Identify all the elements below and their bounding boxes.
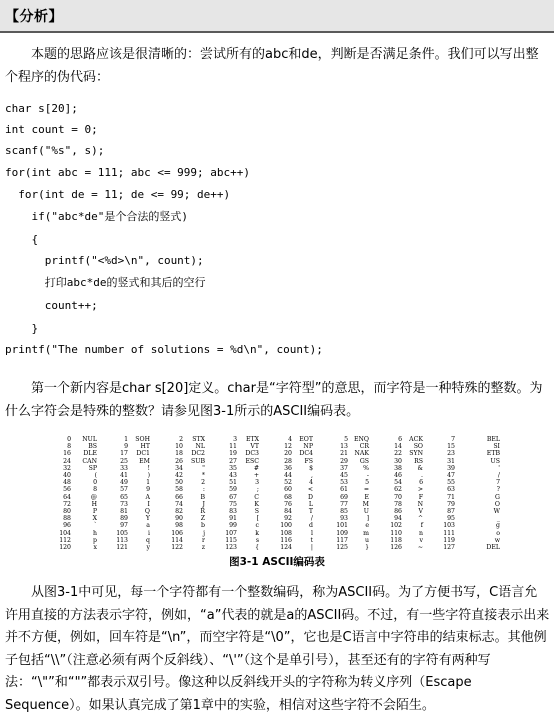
ascii-code: 43 bbox=[229, 472, 237, 479]
ascii-code: 65 bbox=[120, 493, 128, 501]
ascii-char: NAK bbox=[354, 450, 369, 458]
figure-caption: 图3-1 ASCII编码表 bbox=[229, 556, 325, 568]
ascii-char: @ bbox=[90, 493, 97, 501]
ascii-code: 97 bbox=[120, 522, 128, 530]
ascii-char: NL bbox=[195, 443, 205, 451]
ascii-char: ( bbox=[94, 472, 97, 479]
code-line: count++; bbox=[5, 299, 98, 312]
ascii-code: 60 bbox=[284, 486, 292, 494]
ascii-code: 77 bbox=[340, 500, 348, 508]
ascii-char: A bbox=[145, 493, 150, 501]
ascii-code: 30 bbox=[394, 457, 402, 465]
ascii-code: 114 bbox=[171, 536, 183, 544]
ascii-code: 69 bbox=[340, 493, 348, 501]
ascii-code: 78 bbox=[394, 500, 402, 508]
ascii-code: 32 bbox=[63, 464, 71, 472]
ascii-char: s bbox=[255, 536, 259, 544]
ascii-char: q bbox=[146, 536, 150, 544]
ascii-char: % bbox=[363, 464, 369, 472]
ascii-char: EOT bbox=[299, 436, 313, 443]
ascii-code: 17 bbox=[120, 450, 128, 458]
ascii-char: a bbox=[146, 522, 150, 530]
ascii-char: N bbox=[417, 500, 423, 508]
ascii-char: i bbox=[148, 529, 150, 537]
ascii-code: 15 bbox=[447, 443, 455, 451]
ascii-code: 42 bbox=[175, 472, 183, 479]
ascii-code: 87 bbox=[447, 508, 455, 515]
ascii-code: 72 bbox=[63, 500, 71, 508]
ascii-char: : bbox=[202, 486, 205, 494]
ascii-code: 44 bbox=[284, 472, 292, 479]
ascii-char: STX bbox=[192, 436, 205, 443]
ascii-code: 52 bbox=[284, 479, 292, 487]
char-paragraph: 第一个新内容是char s[20]定义。char是“字符型”的意思，而字符是一种特殊的整数。为什么字符会是特殊的整数？请参见图3-1所示的ASCII编码表。 bbox=[5, 381, 543, 419]
ascii-char: ` bbox=[93, 522, 97, 530]
ascii-code: 28 bbox=[284, 457, 292, 465]
ascii-char: HT bbox=[140, 443, 150, 451]
ascii-char: 3 bbox=[255, 479, 259, 487]
ascii-char: j bbox=[203, 529, 205, 537]
ascii-char: | bbox=[310, 544, 313, 551]
ascii-code: 41 bbox=[120, 472, 128, 479]
ascii-char: US bbox=[490, 457, 500, 465]
code-line: } bbox=[5, 322, 39, 335]
ascii-code: 121 bbox=[116, 544, 128, 551]
ascii-code: 18 bbox=[175, 450, 183, 458]
ascii-code: 82 bbox=[175, 508, 183, 515]
ascii-code: 14 bbox=[394, 443, 402, 451]
ascii-code: 47 bbox=[447, 472, 455, 479]
ascii-code: 99 bbox=[229, 522, 237, 530]
ascii-code: 120 bbox=[59, 544, 71, 551]
ascii-code: 79 bbox=[447, 500, 455, 508]
ascii-char: ] bbox=[366, 515, 369, 523]
ascii-char: = bbox=[363, 486, 369, 494]
ascii-code: 33 bbox=[120, 464, 128, 472]
ascii-char: ^ bbox=[417, 515, 423, 523]
ascii-char: ACK bbox=[409, 436, 423, 443]
ascii-char: ! bbox=[147, 464, 150, 472]
ascii-char: VT bbox=[250, 443, 259, 451]
ascii-char: SP bbox=[88, 464, 97, 472]
ascii-char: RS bbox=[414, 457, 423, 465]
ascii-code: 85 bbox=[340, 508, 348, 515]
ascii-code: 54 bbox=[394, 479, 402, 487]
code-line: int count = 0; bbox=[5, 123, 98, 136]
ascii-code: 123 bbox=[225, 544, 237, 551]
ascii-code: 125 bbox=[336, 544, 348, 551]
ascii-code: 126 bbox=[390, 544, 402, 551]
ascii-char: W bbox=[493, 508, 500, 515]
ascii-code: 55 bbox=[447, 479, 455, 487]
ascii-char: M bbox=[362, 500, 369, 508]
ascii-char: d bbox=[309, 522, 313, 530]
ascii-char: NP bbox=[303, 443, 313, 451]
ascii-code: 19 bbox=[229, 450, 237, 458]
ascii-code: 110 bbox=[390, 529, 402, 537]
ascii-char: ESC bbox=[245, 457, 259, 465]
ascii-code: 118 bbox=[390, 536, 402, 544]
ascii-code: 67 bbox=[229, 493, 237, 501]
ascii-char: - bbox=[366, 472, 369, 479]
ascii-code: 83 bbox=[229, 508, 237, 515]
ascii-code: 40 bbox=[63, 472, 71, 479]
ascii-char: ETX bbox=[245, 436, 259, 443]
ascii-char: SYN bbox=[409, 450, 423, 458]
ascii-char: < bbox=[307, 486, 313, 494]
ascii-char: Q bbox=[144, 508, 150, 515]
ascii-code: 31 bbox=[447, 457, 455, 465]
ascii-code: 11 bbox=[229, 443, 237, 451]
ascii-code: 73 bbox=[120, 500, 128, 508]
ascii-code: 64 bbox=[63, 493, 71, 501]
ascii-code: 104 bbox=[59, 529, 71, 537]
ascii-code: 29 bbox=[340, 457, 348, 465]
ascii-char: B bbox=[200, 493, 205, 501]
ascii-code: 61 bbox=[340, 486, 348, 494]
ascii-code: 92 bbox=[284, 515, 292, 523]
ascii-char: DLE bbox=[83, 450, 97, 458]
ascii-char: ETB bbox=[486, 450, 500, 458]
ascii-code: 103 bbox=[443, 522, 455, 530]
ascii-code: 34 bbox=[175, 464, 183, 472]
ascii-char: & bbox=[417, 464, 423, 472]
ascii-code: 56 bbox=[63, 486, 71, 494]
ascii-code: 3 bbox=[233, 436, 237, 443]
ascii-code: 81 bbox=[120, 508, 128, 515]
ascii-char: $ bbox=[309, 464, 313, 472]
ascii-code: 0 bbox=[67, 436, 71, 443]
ascii-code: 38 bbox=[394, 464, 402, 472]
ascii-char: g bbox=[496, 522, 500, 530]
ascii-code: 22 bbox=[394, 450, 402, 458]
ascii-code: 46 bbox=[394, 472, 402, 479]
ascii-char: b bbox=[201, 522, 205, 530]
ascii-code: 127 bbox=[443, 544, 455, 551]
code-line: if("abc*de"是个合法的竖式) bbox=[5, 210, 188, 223]
ascii-char: SI bbox=[493, 443, 500, 451]
ascii-char: T bbox=[308, 508, 313, 515]
section-title: 【分析】 bbox=[5, 9, 63, 25]
header-divider bbox=[0, 31, 554, 33]
ascii-code: 109 bbox=[336, 529, 348, 537]
ascii-code: 16 bbox=[63, 450, 71, 458]
ascii-code: 62 bbox=[394, 486, 402, 494]
ascii-code: 50 bbox=[175, 479, 183, 487]
ascii-char: ENQ bbox=[353, 436, 369, 443]
ascii-char: { bbox=[255, 544, 259, 551]
ascii-code: 102 bbox=[390, 522, 402, 530]
ascii-char: h bbox=[93, 529, 97, 537]
ascii-char: O bbox=[494, 500, 500, 508]
ascii-char: " bbox=[202, 464, 205, 472]
ascii-code: 2 bbox=[179, 436, 183, 443]
ascii-code: 36 bbox=[284, 464, 292, 472]
ascii-char: ~ bbox=[417, 544, 423, 551]
ascii-code: 23 bbox=[447, 450, 455, 458]
ascii-char: GS bbox=[359, 457, 369, 465]
ascii-code: 21 bbox=[340, 450, 348, 458]
ascii-char: ) bbox=[147, 472, 150, 479]
section-header bbox=[0, 0, 554, 31]
ascii-char: > bbox=[417, 486, 423, 494]
ascii-char: + bbox=[253, 472, 259, 479]
ascii-code: 71 bbox=[447, 493, 455, 501]
ascii-char: o bbox=[496, 529, 500, 537]
ascii-code: 37 bbox=[340, 464, 348, 472]
ascii-code: 80 bbox=[63, 508, 71, 515]
ascii-code: 117 bbox=[336, 536, 348, 544]
ascii-code: 115 bbox=[225, 536, 237, 544]
ascii-code: 111 bbox=[443, 529, 455, 537]
ascii-char: CAN bbox=[82, 457, 97, 465]
ascii-char: y bbox=[146, 544, 150, 551]
ascii-code: 58 bbox=[175, 486, 183, 494]
ascii-char: w bbox=[494, 536, 500, 544]
code-line: char s[20]; bbox=[5, 102, 78, 115]
ascii-char: k bbox=[255, 529, 259, 537]
ascii-char: R bbox=[200, 508, 205, 515]
ascii-char: DEL bbox=[486, 544, 500, 551]
ascii-char: / bbox=[497, 472, 500, 479]
ascii-code: 94 bbox=[394, 515, 402, 523]
ascii-code: 4 bbox=[288, 436, 292, 443]
ascii-code: 95 bbox=[447, 515, 455, 523]
ascii-char: 0 bbox=[93, 479, 97, 487]
ascii-char: X bbox=[92, 515, 97, 523]
ascii-code: 106 bbox=[171, 529, 183, 537]
ascii-char: x bbox=[93, 544, 97, 551]
ascii-code: 74 bbox=[175, 500, 183, 508]
ascii-char: } bbox=[365, 544, 369, 551]
ascii-code: 48 bbox=[63, 479, 71, 487]
ascii-code: 49 bbox=[120, 479, 128, 487]
ascii-char: V bbox=[418, 508, 423, 515]
ascii-code: 12 bbox=[284, 443, 292, 451]
ascii-code: 53 bbox=[340, 479, 348, 487]
ascii-char: ; bbox=[256, 486, 259, 494]
ascii-char: F bbox=[418, 493, 423, 501]
ascii-char: S bbox=[254, 508, 259, 515]
ascii-char: CR bbox=[359, 443, 369, 451]
ascii-char: [ bbox=[256, 515, 259, 523]
ascii-char: 1 bbox=[146, 479, 150, 487]
ascii-char: 4 bbox=[309, 479, 313, 487]
ascii-code: 93 bbox=[340, 515, 348, 523]
ascii-code: 7 bbox=[451, 436, 455, 443]
ascii-code: 86 bbox=[394, 508, 402, 515]
ascii-char: 2 bbox=[201, 479, 205, 487]
ascii-code: 124 bbox=[280, 544, 292, 551]
ascii-char: v bbox=[419, 536, 423, 544]
ascii-char: I bbox=[147, 500, 150, 508]
ascii-code: 112 bbox=[59, 536, 71, 544]
escape-paragraph: 从图3-1中可见，每一个字符都有一个整数编码，称为ASCII码。为了方便书写，C语言允许用直接的方法表示字符，例如，“a”代表的就是a的ASCII码。不过，有一些字符直接表示出来并不方便，例如，回车符是“\n”，而空字符是“\0”，它也是C语言中字符串的结束标志。其他例子包括“\\”（注意必须有两个反斜线）、“\'”（这个是单引号），甚至还有的字符有两种写法：“\"”和“"”都表示双引号。像这种以反斜线开头的字符称为转义序列（Escape Sequence）。如果认真完成了第1章中的实验，相信对这些字符不会陌生。 bbox=[5, 585, 550, 713]
ascii-char: SO bbox=[413, 443, 423, 451]
code-line: 打印abc*de的竖式和其后的空行 bbox=[5, 276, 206, 289]
ascii-char: e bbox=[365, 522, 369, 530]
ascii-char: 6 bbox=[419, 479, 423, 487]
ascii-char: _ bbox=[496, 515, 500, 523]
ascii-code: 5 bbox=[344, 436, 348, 443]
ascii-code: 116 bbox=[280, 536, 292, 544]
ascii-code: 6 bbox=[398, 436, 402, 443]
ascii-row bbox=[55, 543, 515, 553]
ascii-char: 5 bbox=[365, 479, 369, 487]
ascii-char: c bbox=[255, 522, 259, 530]
ascii-char: DC4 bbox=[299, 450, 313, 458]
ascii-char: DC3 bbox=[245, 450, 259, 458]
ascii-char: Y bbox=[145, 515, 150, 523]
ascii-char: J bbox=[202, 500, 205, 508]
code-line: for(int de = 11; de <= 99; de++) bbox=[5, 188, 231, 201]
ascii-code: 27 bbox=[229, 457, 237, 465]
ascii-char: 9 bbox=[146, 486, 150, 494]
ascii-char: H bbox=[91, 500, 97, 508]
ascii-char: / bbox=[310, 515, 313, 523]
ascii-code: 57 bbox=[120, 486, 128, 494]
code-line: for(int abc = 111; abc <= 999; abc++) bbox=[5, 166, 251, 179]
ascii-char: BEL bbox=[486, 436, 500, 443]
ascii-code: 100 bbox=[280, 522, 292, 530]
ascii-code: 39 bbox=[447, 464, 455, 472]
ascii-code: 101 bbox=[336, 522, 348, 530]
ascii-code: 70 bbox=[394, 493, 402, 501]
ascii-char: P bbox=[92, 508, 97, 515]
ascii-char: DC1 bbox=[136, 450, 150, 458]
code-line: scanf("%s", s); bbox=[5, 144, 105, 157]
ascii-char: G bbox=[495, 493, 500, 501]
ascii-char: DC2 bbox=[191, 450, 205, 458]
ascii-char: NUL bbox=[82, 436, 97, 443]
ascii-code: 1 bbox=[124, 436, 128, 443]
ascii-code: 25 bbox=[120, 457, 128, 465]
ascii-char: 8 bbox=[93, 486, 97, 494]
ascii-char: , bbox=[311, 472, 313, 479]
ascii-char: u bbox=[365, 536, 369, 544]
ascii-code: 35 bbox=[229, 464, 237, 472]
ascii-char: n bbox=[419, 529, 423, 537]
ascii-code: 90 bbox=[175, 515, 183, 523]
ascii-code: 89 bbox=[120, 515, 128, 523]
ascii-code: 122 bbox=[171, 544, 183, 551]
ascii-char: SOH bbox=[135, 436, 150, 443]
ascii-code: 13 bbox=[340, 443, 348, 451]
ascii-char: D bbox=[308, 493, 313, 501]
ascii-code: 108 bbox=[280, 529, 292, 537]
ascii-char: 7 bbox=[496, 479, 500, 487]
ascii-char: m bbox=[363, 529, 369, 537]
ascii-char: ? bbox=[496, 486, 500, 494]
ascii-char: BS bbox=[88, 443, 97, 451]
ascii-code: 113 bbox=[116, 536, 128, 544]
code-line: printf("<%d>\n", count); bbox=[5, 254, 204, 267]
ascii-char: t bbox=[310, 536, 313, 544]
ascii-code: 26 bbox=[175, 457, 183, 465]
code-line: { bbox=[5, 233, 39, 246]
ascii-code: 98 bbox=[175, 522, 183, 530]
code-line: printf("The number of solutions = %d\n", count); bbox=[5, 343, 323, 356]
ascii-char: ' bbox=[498, 464, 500, 472]
ascii-char: E bbox=[364, 493, 369, 501]
ascii-code: 119 bbox=[443, 536, 455, 544]
ascii-code: 8 bbox=[67, 443, 71, 451]
ascii-char: p bbox=[93, 536, 97, 544]
ascii-code: 20 bbox=[284, 450, 292, 458]
ascii-code: 84 bbox=[284, 508, 292, 515]
ascii-char: C bbox=[254, 493, 259, 501]
ascii-code: 107 bbox=[225, 529, 237, 537]
ascii-char: K bbox=[254, 500, 259, 508]
ascii-code: 88 bbox=[63, 515, 71, 523]
ascii-code: 66 bbox=[175, 493, 183, 501]
ascii-code: 75 bbox=[229, 500, 237, 508]
ascii-code: 105 bbox=[116, 529, 128, 537]
ascii-code: 45 bbox=[340, 472, 348, 479]
ascii-char: r bbox=[202, 536, 205, 544]
ascii-code: 76 bbox=[284, 500, 292, 508]
ascii-char: U bbox=[363, 508, 369, 515]
ascii-code: 24 bbox=[63, 457, 71, 465]
ascii-code: 91 bbox=[229, 515, 237, 523]
ascii-code: 10 bbox=[175, 443, 183, 451]
ascii-char: # bbox=[253, 464, 259, 472]
ascii-char: f bbox=[420, 522, 423, 530]
ascii-char: SUB bbox=[190, 457, 205, 465]
ascii-char: z bbox=[201, 544, 205, 551]
ascii-char: FS bbox=[304, 457, 313, 465]
ascii-code: 59 bbox=[229, 486, 237, 494]
ascii-code: 63 bbox=[447, 486, 455, 494]
ascii-code: 51 bbox=[229, 479, 237, 487]
ascii-char: l bbox=[311, 529, 313, 537]
ascii-code: 9 bbox=[124, 443, 128, 451]
ascii-char: . bbox=[421, 472, 423, 479]
ascii-code: 96 bbox=[63, 522, 71, 530]
intro-paragraph: 本题的思路应该是很清晰的：尝试所有的abc和de，判断是否满足条件。我们可以写出整个程序的伪代码： bbox=[5, 47, 539, 85]
ascii-table bbox=[55, 435, 515, 560]
ascii-char: EM bbox=[139, 457, 150, 465]
ascii-char: L bbox=[308, 500, 313, 508]
ascii-char: Z bbox=[200, 515, 205, 523]
ascii-code: 68 bbox=[284, 493, 292, 501]
ascii-char: * bbox=[201, 472, 205, 479]
